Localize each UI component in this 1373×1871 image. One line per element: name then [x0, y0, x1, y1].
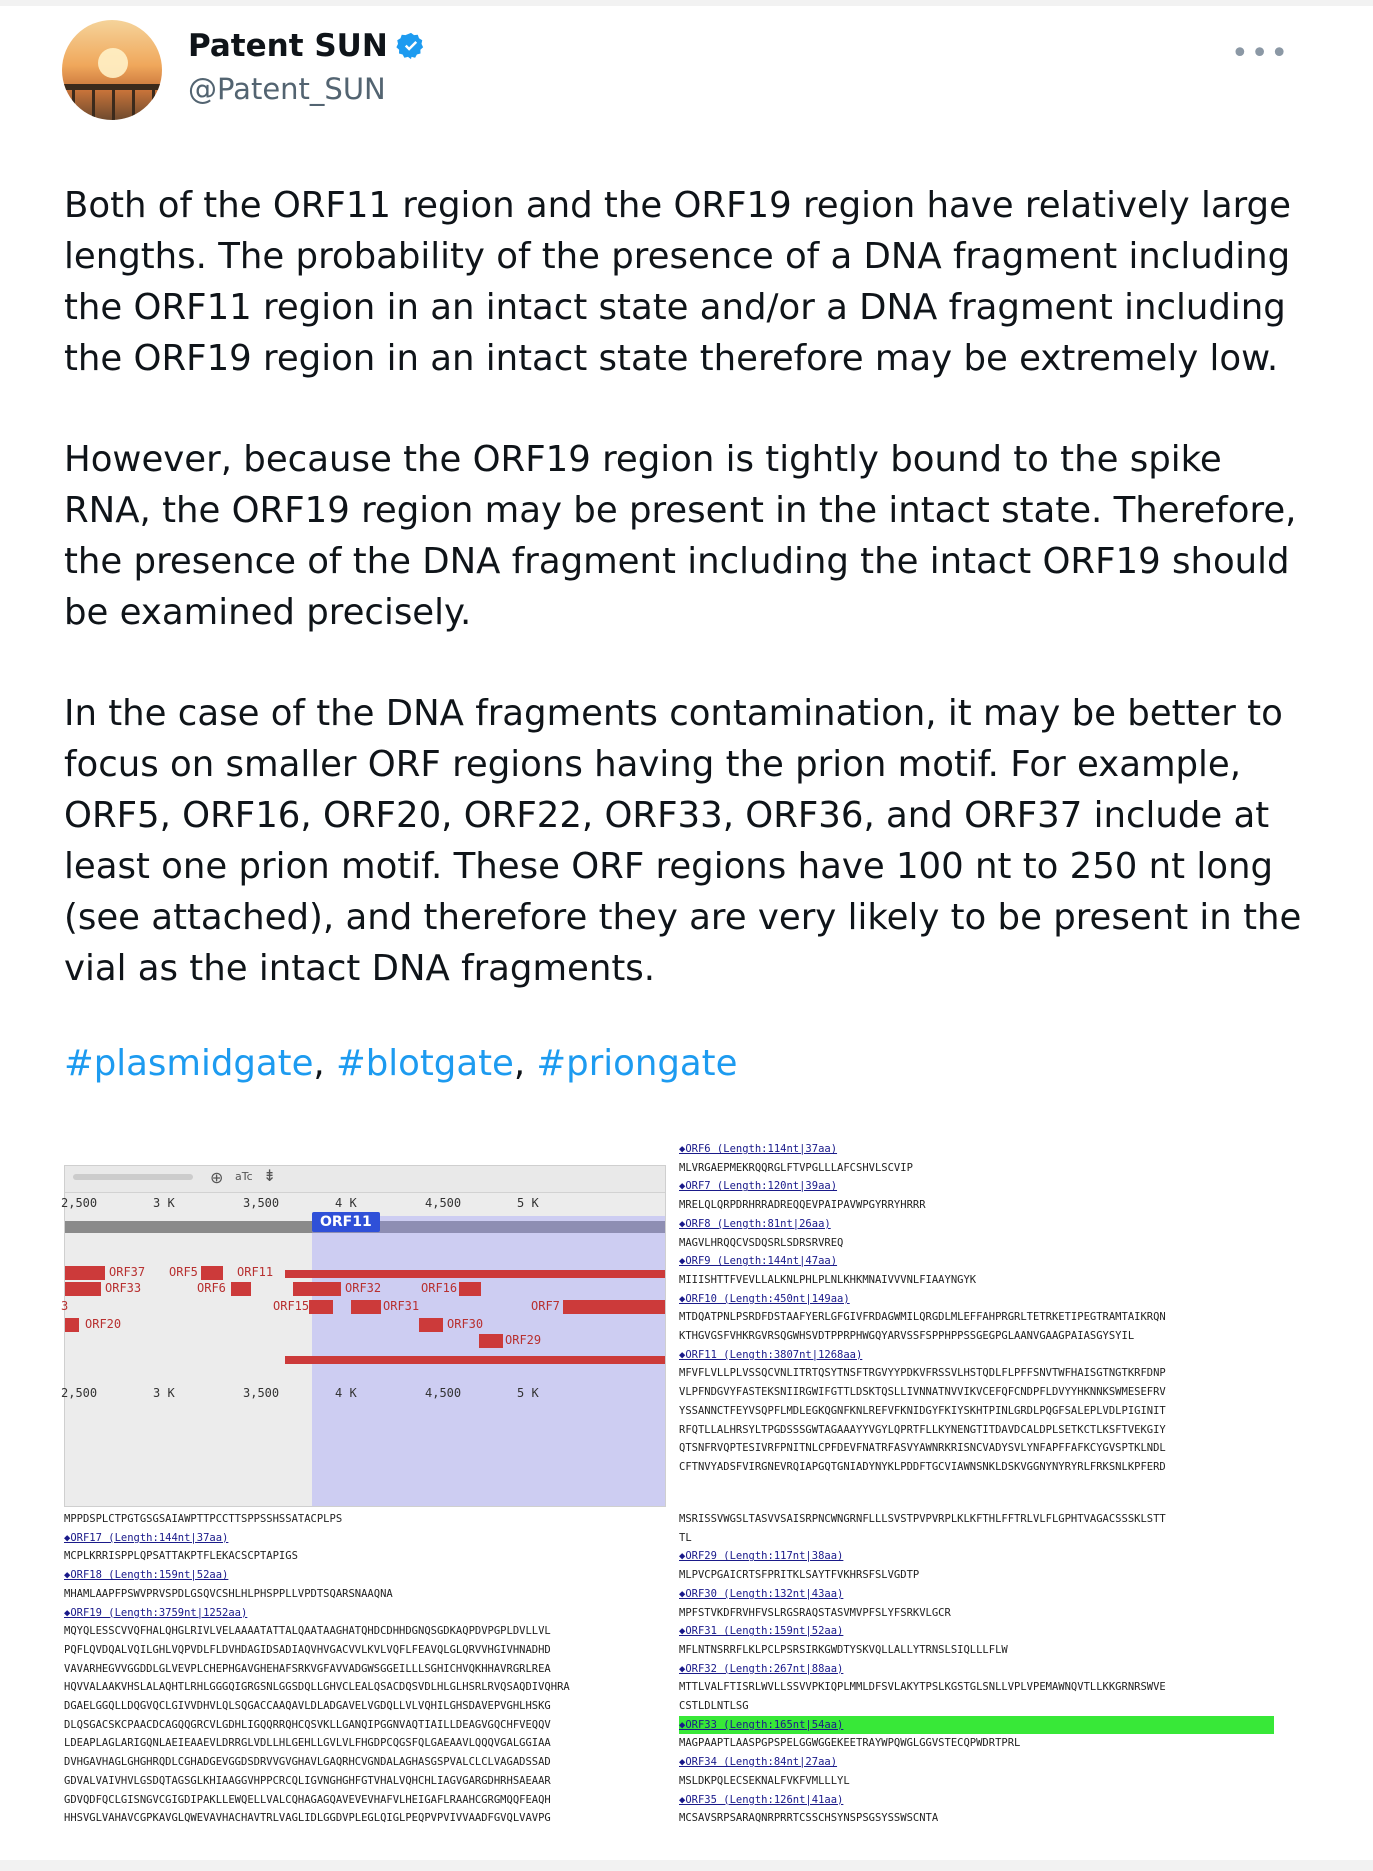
- orf-label[interactable]: ORF15: [273, 1299, 310, 1313]
- orf-header: ◆ORF29 (Length:117nt|38aa): [679, 1550, 844, 1563]
- orf-header: ◆ORF11 (Length:3807nt|1268aa): [679, 1348, 863, 1361]
- orf-sequence: MPPDSPLCTPGTGSGSAIAWPTTPCCTTSPPSSHSSATACPLPS: [64, 1513, 343, 1525]
- orf-sequence: MPFSTVKDFRVHFVSLRGSRAQSTASVMVPFSLYFSRKVLGCR: [679, 1606, 951, 1619]
- tick: 4 K: [335, 1196, 357, 1210]
- orf-header: ◆ORF31 (Length:159nt|52aa): [679, 1625, 844, 1638]
- author-name-row[interactable]: [188, 28, 426, 64]
- orf-label[interactable]: ORF5: [169, 1265, 198, 1279]
- orf-arrow[interactable]: [563, 1300, 665, 1314]
- tick: 4,500: [425, 1196, 462, 1210]
- orf-arrow[interactable]: [65, 1318, 79, 1332]
- orf-label[interactable]: ORF31: [383, 1299, 420, 1313]
- orf-header: ◆ORF30 (Length:132nt|43aa): [679, 1587, 844, 1600]
- orf-sequence: HHSVGLVAHAVCGPKAVGLQWEVAVHACHAVTRLVAGLIDLGGDVPLEGLQIGLPEQPVPVIVVAADFGVQLVAVPG: [64, 1812, 551, 1825]
- hashtag-priongate[interactable]: #priongate: [536, 1043, 738, 1084]
- tick: 3,500: [243, 1196, 280, 1210]
- bottom-edge: [0, 1860, 1373, 1871]
- orf-sequence: YSSANNCTFEYVSQPFLMDLEGKQGNFKNLREFVFKNIDGYFKIYSKHTPINLGRDLPQGFSALEPLVDLPIGINIT: [679, 1404, 1166, 1417]
- orf-sequence: GDVALVAIVHVLGSDQTAGSGLKHIAAGGVHPPCRCQLIGVNGHGHFGTVHALVQHCHLIAGVGARGDHRHSAEAAR: [64, 1774, 551, 1787]
- orf11-track[interactable]: [285, 1270, 665, 1278]
- orf-sequence: QTSNFRVQPTESIVRFPNITNLCPFDEVFNATRFASVYAWNRKRISNCVADYSVLYNFAPFFAFKCYGVSPTKLNDL: [679, 1442, 1166, 1455]
- orf-arrow[interactable]: [419, 1318, 443, 1332]
- font-icon: aTc: [235, 1170, 253, 1183]
- orf-sequence: MSLDKPQLECSEKNALFVKFVMLLLYL: [679, 1774, 850, 1787]
- orf-header: ◆ORF8 (Length:81nt|26aa): [679, 1217, 831, 1230]
- orf-sequence: MLPVCPGAICRTSFPRITKLSAYTFVKHRSFSLVGDTP: [679, 1569, 920, 1582]
- hashtag-blotgate[interactable]: #blotgate: [336, 1043, 514, 1084]
- orf-sequence: GDVQDFQCLGISNGVCGIGDIPAKLLEWQELLVALCQHAGAGQAVEVEVHAFVLHEIGAFLRAAHCGRGMQQFEAQH: [64, 1793, 551, 1806]
- avatar-sun: [98, 48, 128, 78]
- orf-label: 3: [61, 1299, 69, 1313]
- orf-arrow[interactable]: [65, 1282, 101, 1296]
- tick: 3,500: [243, 1386, 280, 1400]
- orf-sequence: HQVVALAAKVHSLALAQHTLRHLGGGQIGRGSNLGGSDQLLGHVCLEALQSACDQSVDLHLGLHSRLRVQSAQDIVQHRA: [64, 1681, 570, 1694]
- more-icon[interactable]: •••: [1231, 36, 1291, 71]
- tick: 3 K: [153, 1196, 175, 1210]
- hashtag-separator: ,: [513, 1043, 537, 1084]
- orf-header: ◆ORF34 (Length:84nt|27aa): [679, 1756, 838, 1769]
- orf-label[interactable]: ORF33: [105, 1281, 142, 1295]
- sequence-list-right-top: [679, 1140, 1274, 1477]
- orf-label[interactable]: ORF29: [505, 1333, 542, 1347]
- orf-sequence: MSRISSVWGSLTASVVSAISRPNCWNGRNFLLLSVSTPVPVRPLKLKFTHLFFTRLVLFLGPHTVAGACSSSKLSTT: [679, 1513, 1166, 1525]
- orf-sequence: DGAELGGQLLDQGVQCLGIVVDHVLQLSQGACCAAQAVLDLADGAVELVGDQLLVLVQHILGHSDAVEPVGHLHSKG: [64, 1700, 551, 1713]
- orf-map-panel: [61, 1165, 666, 1507]
- avatar-post: [132, 84, 135, 120]
- tick: 4 K: [335, 1386, 357, 1400]
- orf-label[interactable]: ORF32: [345, 1281, 382, 1295]
- top-edge: [0, 0, 1373, 6]
- avatar-post: [92, 84, 95, 120]
- hashtag-plasmidgate[interactable]: #plasmidgate: [64, 1043, 314, 1084]
- sequence-list-left-bottom: [64, 1510, 664, 1828]
- avatar-post: [112, 84, 115, 120]
- orf-track[interactable]: [285, 1356, 665, 1364]
- orf-sequence: DLQSGACSKCPAACDCAGQQGRCVLGDHLIGQQRRQHCQSVKLLGANQIPGGNVAQTIAILLDEAGVGQCHFVEQQV: [64, 1718, 551, 1731]
- tick: 4,500: [425, 1386, 462, 1400]
- orf-sequence: VAVARHEGVVGGDDLGLVEVPLCHEPHGAVGHEHAFSRKVGFAVVADGWSGGEILLLSGHICHVQKHHAVRGRLREA: [64, 1662, 551, 1675]
- orf-sequence: CSTLDLNTLSG: [679, 1700, 749, 1713]
- orf-sequence: MAGVLHRQQCVSDQSRLSDRSRVREQ: [679, 1236, 844, 1249]
- orf-sequence: MCPLKRRISPPLQPSATTAKPTFLEKACSCPTAPIGS: [64, 1550, 298, 1563]
- orf-sequence: TL: [679, 1531, 692, 1544]
- map-toolbar: [65, 1166, 665, 1193]
- orf-arrow[interactable]: [293, 1282, 341, 1296]
- orf-sequence: MAGPAAPTLAASPGPSPELGGWGGEKEETRAYWPQWGLGGVSTECQPWDRTPRL: [679, 1737, 1021, 1750]
- orf-label[interactable]: ORF16: [421, 1281, 458, 1295]
- orf-header: ◆ORF35 (Length:126nt|41aa): [679, 1793, 844, 1806]
- orf-arrow[interactable]: [309, 1300, 333, 1314]
- orf-header: ◆ORF19 (Length:3759nt|1252aa): [64, 1606, 248, 1619]
- attached-image[interactable]: [61, 1140, 1274, 1825]
- tick: 3 K: [153, 1386, 175, 1400]
- orf-sequence: MHAMLAAPFPSWVPRVSPDLGSQVCSHLHLPHSPPLLVPDTSQARSNAAQNA: [64, 1587, 393, 1600]
- orf-label[interactable]: ORF6: [197, 1281, 226, 1295]
- orf-label[interactable]: ORF7: [531, 1299, 560, 1313]
- tweet-paragraph-1: Both of the ORF11 region and the ORF19 region have relatively large lengths. The probability of the presence of a DNA fragment including the ORF11 region in an intact state and/or a DNA fragment including the ORF19 region in an intact state therefore may be extremely low.: [64, 185, 1303, 379]
- orf-arrow[interactable]: [231, 1282, 251, 1296]
- tweet-paragraph-3: In the case of the DNA fragments contamination, it may be better to focus on smaller ORF regions having the prion motif. For example, ORF5, ORF16, ORF20, ORF22, ORF33, ORF36, and ORF37 include at least one prion motif. These ORF regions have 100 nt to 250 nt long (see attached), and therefore they are very likely to be present in the vial as the intact DNA fragments.: [64, 693, 1313, 989]
- orf-header: ◆ORF17 (Length:144nt|37aa): [64, 1531, 229, 1544]
- author-name[interactable]: Patent SUN: [188, 28, 388, 64]
- split-icon: ⇟: [263, 1166, 277, 1185]
- orf-header: ◆ORF18 (Length:159nt|52aa): [64, 1569, 229, 1582]
- orf-sequence: MTTLVALFTISRLWVLLSSVVPKIQPLMMLDFSVLAKYTPSLKGSTGLSNLLVPLVPEMAWNQVTLLKKGRNRSWVE: [679, 1681, 1166, 1694]
- orf-sequence: LDEAPLAGLARIGQNLAEIEAAEVLDRRGLVDLLHLGEHLLGVLVLFHGDPCQGSFQLGAEAAVLQQQVGALGGIAA: [64, 1737, 551, 1750]
- hashtag-separator: ,: [313, 1043, 336, 1084]
- orf-sequence: PQFLQVDQALVQILGHLVQPVDLFLDVHDAGIDSADIAQVHVGACVVLKVLVQFLFEAVQLGLQRVVHGIVHNADHD: [64, 1643, 551, 1656]
- orf-sequence: MCSAVSRPSARAQNRPRRTCSSCHSYNSPSGSYSSWSCNTA: [679, 1812, 939, 1825]
- author-handle[interactable]: @Patent_SUN: [188, 72, 386, 106]
- orf-arrow[interactable]: [65, 1266, 105, 1280]
- orf-sequence: MRELQLQRPDRHRRADREQQEVPAIPAVWPGYRRYHRRR: [679, 1199, 926, 1212]
- orf-sequence: MFVFLVLLPLVSSQCVNLITRTQSYTNSFTRGVYYPDKVFRSSVLHSTQDLFLPFFSNVTWFHAISGTNGTKRFDNP: [679, 1367, 1166, 1380]
- orf-header: ◆ORF10 (Length:450nt|149aa): [679, 1292, 850, 1305]
- orf-arrow[interactable]: [479, 1334, 503, 1348]
- avatar-post: [72, 84, 75, 120]
- tweet-paragraph-2: However, because the ORF19 region is tightly bound to the spike RNA, the ORF19 region may be present in the intact state. Therefore, the presence of the DNA fragment including the intact ORF19 should be examined precisely.: [64, 439, 1308, 633]
- hashtags: [64, 1038, 1314, 1089]
- orf-sequence: VLPFNDGVYFASTEKSNIIRGWIFGTTLDSKTQSLLIVNNATNVVIKVCEFQFCNDPFLDVYYHKNNKSWMESEFRV: [679, 1386, 1166, 1399]
- slider-track: [73, 1174, 193, 1180]
- avatar-post: [152, 84, 155, 120]
- orf-sequence: CFTNVYADSFVIRGNEVRQIAPGQTGNIADYNYKLPDDFTGCVIAWNSNKLDSKVGGNYNYRYRLFRKSNLKPFERD: [679, 1460, 1166, 1473]
- orf-label[interactable]: ORF11: [237, 1265, 274, 1279]
- sequence-list-right-bottom: [679, 1510, 1274, 1828]
- selected-orf-tag[interactable]: ORF11: [312, 1212, 380, 1232]
- tick: 2,500: [61, 1386, 98, 1400]
- ruler-bottom: [61, 1386, 665, 1408]
- orf-sequence: MQYQLESSCVVQFHALQHGLRIVLVELAAAATATTALQAATAAGHATQHDCDHHDGNQSGDKAQPDVPGPLDVLLVL: [64, 1625, 551, 1638]
- orf-sequence: MFLNTNSRRFLKLPCLPSRSIRKGWDTYSKVQLLALLYTRNSLSIQLLLFLW: [679, 1643, 1008, 1656]
- orf-header: ◆ORF33 (Length:165nt|54aa): [679, 1716, 1274, 1735]
- orf-label[interactable]: ORF37: [109, 1265, 146, 1279]
- tick: 5 K: [517, 1386, 539, 1400]
- verified-badge-icon: [396, 31, 426, 61]
- orf-header: ◆ORF6 (Length:114nt|37aa): [679, 1143, 838, 1155]
- orf-sequence: DVHGAVHAGLGHGHRQDLCGHADGEVGGDSDRVVGVGHAVLGAQRHCVGNDALAGHASGSPVALCLCLVAGADSSAD: [64, 1756, 551, 1769]
- avatar[interactable]: [62, 20, 162, 120]
- tick: 5 K: [517, 1196, 539, 1210]
- orf-sequence: RFQTLLALHRSYLTPGDSSSGWTAGAAAYYVGYLQPRTFLLKYNENGTITDAVDCALDPLSETKCTLKSFTVEKGIY: [679, 1423, 1166, 1436]
- zoom-icon: ⊕: [210, 1168, 224, 1187]
- tweet-text: [64, 180, 1314, 1139]
- orf-sequence: MTDQATPNLPSRDFDSTAAFYERLGFGIVFRDAGWMILQRGDLMLEFFAHPRGRLTETRKETIPEGTRAMTAIKRQN: [679, 1311, 1166, 1324]
- orf-header: ◆ORF7 (Length:120nt|39aa): [679, 1180, 838, 1193]
- orf-arrow[interactable]: [351, 1300, 381, 1314]
- orf-header: ◆ORF9 (Length:144nt|47aa): [679, 1255, 838, 1268]
- orf-label[interactable]: ORF20: [85, 1317, 122, 1331]
- orf-arrow[interactable]: [459, 1282, 481, 1296]
- orf-sequence: MLVRGAEPMEKRQQRGLFTVPGLLLAFCSHVLSCVIP: [679, 1161, 913, 1174]
- orf-header: ◆ORF32 (Length:267nt|88aa): [679, 1662, 844, 1675]
- tick: 2,500: [61, 1196, 98, 1210]
- orf-arrow[interactable]: [201, 1266, 223, 1280]
- orf-sequence: MIIISHTTFVEVLLALKNLPHLPLNLKHKMNAIVVVNLFIAAYNGYK: [679, 1273, 977, 1286]
- orf-label[interactable]: ORF30: [447, 1317, 484, 1331]
- orf-sequence: KTHGVGSFVHKRGVRSQGWHSVDTPPRPHWGQYARVSSFSPPHPPSSGEGPGLAANVGAAGPAIASGYSYIL: [679, 1330, 1135, 1343]
